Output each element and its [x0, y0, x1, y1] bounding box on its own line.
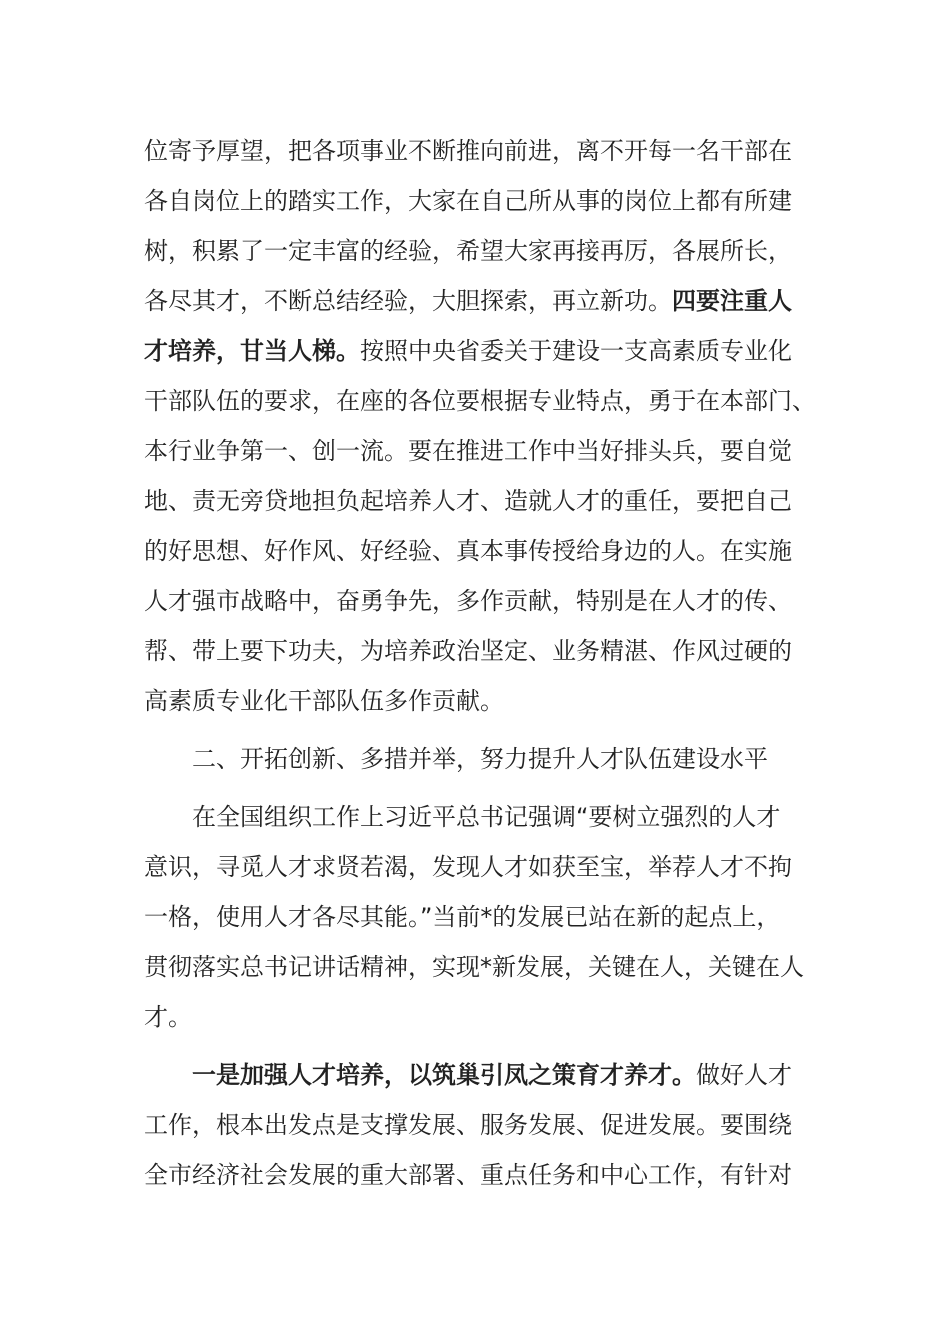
- section-heading-text: 二、开拓创新、多措并举，努力提升人才队伍建设水平: [192, 745, 768, 773]
- text-line: 工作，根本出发点是支撑发展、服务发展、促进发展。要围绕: [144, 1111, 792, 1139]
- spacer: [144, 726, 816, 734]
- text-line: 地、责无旁贷地担负起培养人才、造就人才的重任，要把自己: [144, 487, 792, 515]
- text-line: 全市经济社会发展的重大部署、重点任务和中心工作，有针对: [144, 1161, 792, 1189]
- section-heading: [144, 734, 816, 784]
- text-run: 做好人才: [696, 1061, 792, 1089]
- text-line: 贯彻落实总书记讲话精神，实现*新发展，关键在人，关键在人: [144, 953, 804, 981]
- text-line: 干部队伍的要求，在座的各位要根据专业特点，勇于在本部门、: [144, 387, 816, 415]
- bold-heading-run: 一是加强人才培养，以筑巢引凤之策育才养才。: [192, 1061, 696, 1089]
- text-line: 才。: [144, 1003, 192, 1031]
- text-line: 各自岗位上的踏实工作，大家在自己所从事的岗位上都有所建: [144, 187, 792, 215]
- text-line: [144, 326, 816, 376]
- text-line: 一格，使用人才各尽其能。”当前*的发展已站在新的起点上，: [144, 903, 781, 931]
- text-line: 高素质专业化干部队伍多作贡献。: [144, 687, 504, 715]
- paragraph-3: [144, 1050, 816, 1200]
- text-line: 的好思想、好作风、好经验、真本事传授给身边的人。在实施: [144, 537, 792, 565]
- text-line: 树，积累了一定丰富的经验，希望大家再接再厉，各展所长，: [144, 237, 792, 265]
- text-line: 在全国组织工作上习近平总书记强调“要树立强烈的人才: [192, 803, 781, 831]
- text-line: [144, 276, 816, 326]
- text-line: [144, 1050, 816, 1100]
- text-line: 帮、带上要下功夫，为培养政治坚定、业务精湛、作风过硬的: [144, 637, 792, 665]
- text-line: 意识，寻觅人才求贤若渴，发现人才如获至宝，举荐人才不拘: [144, 853, 792, 881]
- text-line: 本行业争第一、创一流。要在推进工作中当好排头兵，要自觉: [144, 437, 792, 465]
- spacer: [144, 784, 816, 792]
- bold-heading-run: 才培养，甘当人梯。: [144, 337, 360, 365]
- text-line: 人才强市战略中，奋勇争先，多作贡献，特别是在人才的传、: [144, 587, 792, 615]
- text-run: 各尽其才，不断总结经验，大胆探索，再立新功。: [144, 287, 672, 315]
- spacer: [144, 1042, 816, 1050]
- document-body: [144, 126, 816, 1200]
- text-line: 位寄予厚望，把各项事业不断推向前进，离不开每一名干部在: [144, 137, 792, 165]
- paragraph-1: [144, 126, 816, 726]
- text-run: 按照中央省委关于建设一支高素质专业化: [360, 337, 792, 365]
- bold-heading-run: 四要注重人: [672, 287, 792, 315]
- paragraph-2: [144, 792, 816, 1042]
